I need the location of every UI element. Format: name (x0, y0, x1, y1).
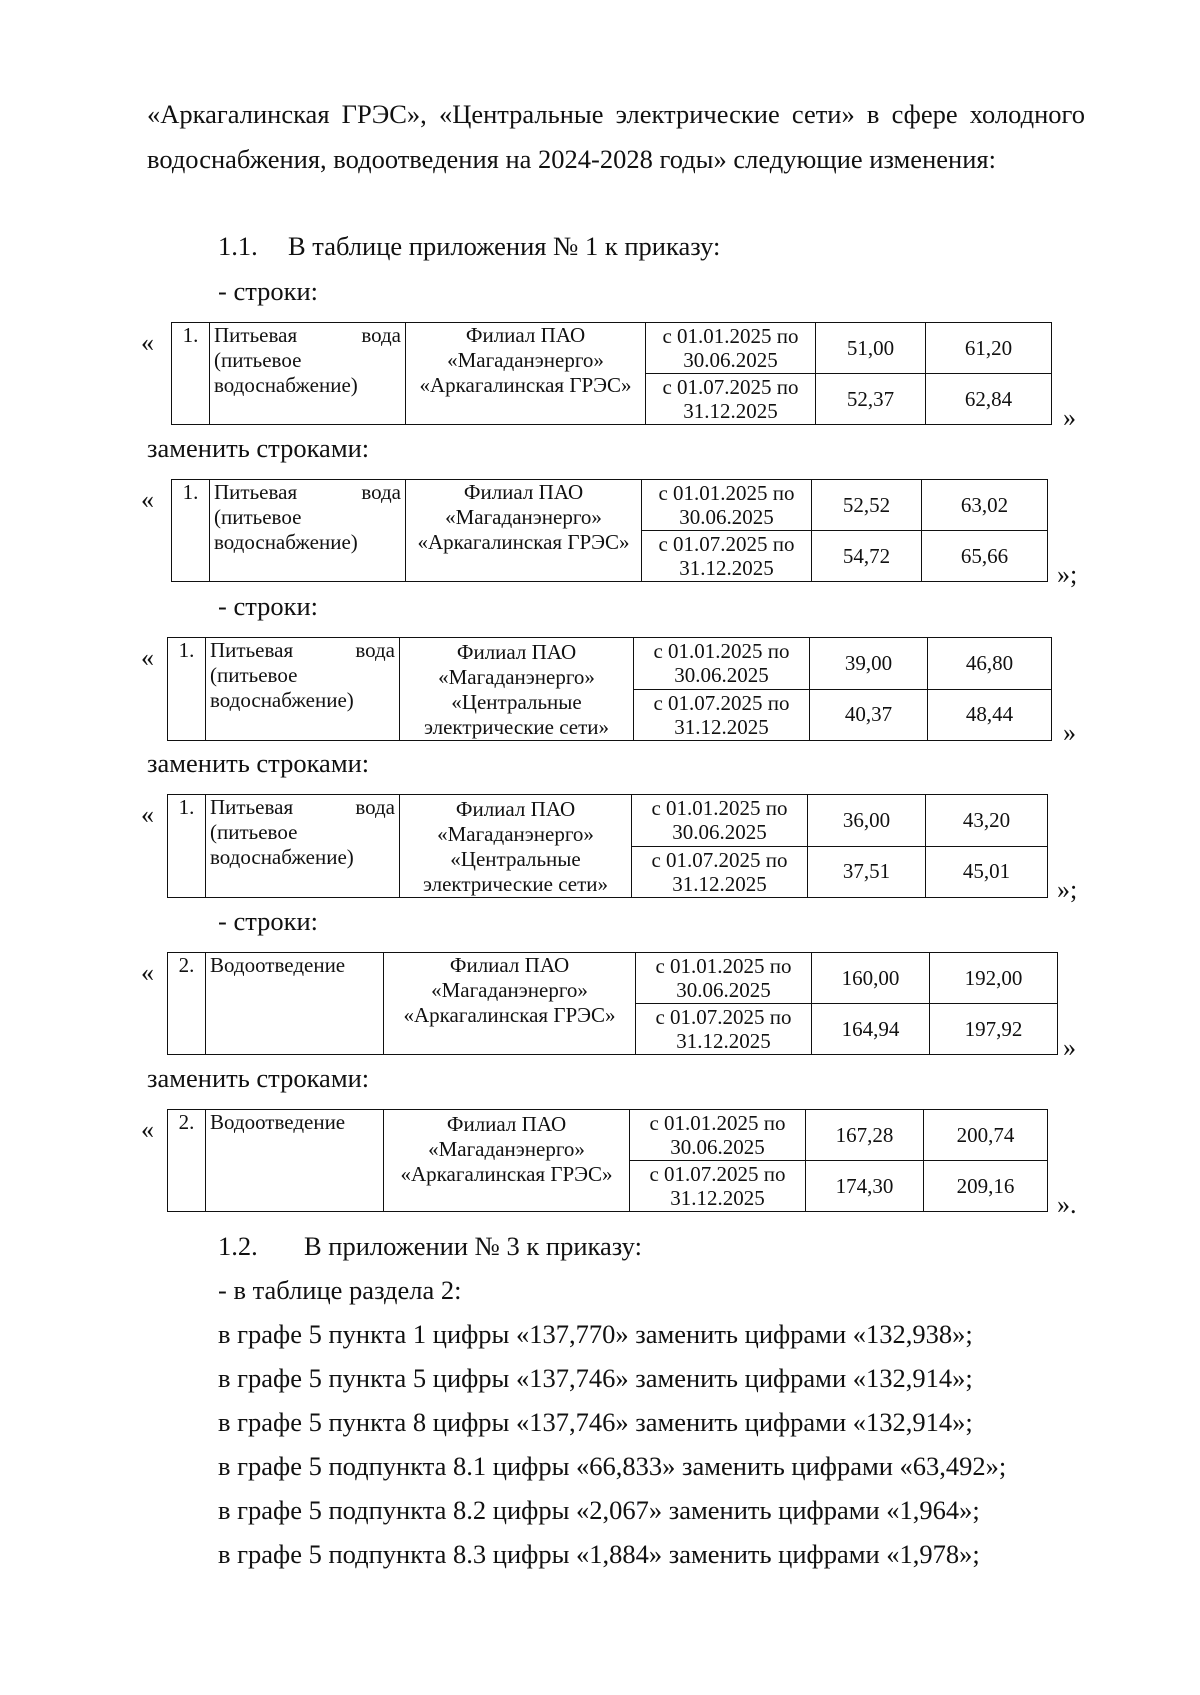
tariff-table-3 (167, 637, 1052, 741)
tariff-value: 167,28 (806, 1110, 924, 1161)
quote-close-1: » (1063, 403, 1076, 432)
tariff-table-1 (171, 322, 1052, 425)
rows-label-1: - строки: (218, 276, 319, 306)
tariff-value: 160,00 (812, 953, 930, 1004)
tariff-value-vat: 192,00 (930, 953, 1058, 1004)
section-1-2-number: 1.2. (218, 1231, 258, 1261)
section-1-1-number: 1.1. (218, 231, 258, 261)
section-1-1-heading (218, 230, 720, 262)
period-cell: с 01.01.2025 по 30.06.2025 (632, 795, 808, 847)
tariff-value: 174,30 (806, 1161, 924, 1212)
tariff-table-6 (167, 1109, 1048, 1212)
table-row (168, 953, 1058, 1004)
period-cell: с 01.01.2025 по 30.06.2025 (636, 953, 812, 1004)
quote-open-3: « (141, 643, 154, 672)
period-cell: с 01.07.2025 по 31.12.2025 (632, 846, 808, 898)
tariff-value-vat: 63,02 (922, 480, 1048, 531)
service-name: Водоотведение (206, 953, 384, 1055)
service-name: Водоотведение (206, 1110, 384, 1212)
tariff-value-vat: 65,66 (922, 531, 1048, 582)
quote-close-4: »; (1057, 875, 1078, 904)
section-1-1-text: В таблице приложения № 1 к приказу: (288, 231, 721, 261)
table-row (172, 480, 1048, 531)
quote-close-2: »; (1057, 560, 1078, 589)
row-number: 2. (168, 953, 206, 1055)
section-1-2-text: В приложении № 3 к приказу: (304, 1231, 642, 1261)
table-row (172, 323, 1052, 374)
tariff-table-4 (167, 794, 1048, 898)
period-cell: с 01.01.2025 по 30.06.2025 (642, 480, 812, 531)
quote-open-1: « (141, 328, 154, 357)
table-row (168, 1110, 1048, 1161)
period-cell: с 01.07.2025 по 31.12.2025 (646, 374, 816, 425)
replace-label-3: заменить строками: (147, 1063, 370, 1093)
tariff-value-vat: 46,80 (928, 638, 1052, 690)
tariff-value-vat: 209,16 (924, 1161, 1048, 1212)
replacement-line: в графе 5 подпункта 8.3 цифры «1,884» заменить цифрами «1,978»; (218, 1539, 980, 1569)
service-name: Питьевая вода (питьевое водоснабжение) (210, 323, 406, 425)
quote-open-4: « (141, 800, 154, 829)
replacement-line: в графе 5 подпункта 8.1 цифры «66,833» заменить цифрами «63,492»; (218, 1451, 1007, 1481)
table-row (168, 638, 1052, 690)
replace-label-1: заменить строками: (147, 433, 370, 463)
tariff-value: 52,52 (812, 480, 922, 531)
row-number: 1. (172, 480, 210, 582)
period-cell: с 01.07.2025 по 31.12.2025 (642, 531, 812, 582)
quote-close-3: » (1063, 718, 1076, 747)
table-row (168, 795, 1048, 847)
tariff-value: 51,00 (816, 323, 926, 374)
service-name: Питьевая вода (питьевое водоснабжение) (206, 795, 400, 898)
tariff-value: 54,72 (812, 531, 922, 582)
tariff-value-vat: 61,20 (926, 323, 1052, 374)
tariff-value-vat: 62,84 (926, 374, 1052, 425)
quote-open-6: « (141, 1115, 154, 1144)
replacement-line: в графе 5 подпункта 8.2 цифры «2,067» заменить цифрами «1,964»; (218, 1495, 980, 1525)
organization-name: Филиал ПАО «Магаданэнерго» «Центральные электрические сети» (400, 795, 632, 898)
tariff-value: 164,94 (812, 1004, 930, 1055)
tariff-value: 36,00 (808, 795, 926, 847)
row-number: 1. (168, 795, 206, 898)
tariff-table-5 (167, 952, 1058, 1055)
rows-label-3: - строки: (218, 906, 319, 936)
quote-close-6: ». (1057, 1190, 1077, 1219)
period-cell: с 01.01.2025 по 30.06.2025 (646, 323, 816, 374)
quote-open-5: « (141, 958, 154, 987)
row-number: 1. (172, 323, 210, 425)
organization-name: Филиал ПАО «Магаданэнерго» «Аркагалинская ГРЭС» (384, 1110, 630, 1212)
period-cell: с 01.01.2025 по 30.06.2025 (634, 638, 810, 690)
quote-close-5: » (1063, 1033, 1076, 1062)
organization-name: Филиал ПАО «Магаданэнерго» «Аркагалинская ГРЭС» (384, 953, 636, 1055)
tariff-value-vat: 45,01 (926, 846, 1048, 898)
organization-name: Филиал ПАО «Магаданэнерго» «Центральные электрические сети» (400, 638, 634, 741)
section-1-2-subheading: - в таблице раздела 2: (218, 1275, 462, 1305)
intro-paragraph: «Аркагалинская ГРЭС», «Центральные электрические сети» в сфере холодного водоснабжения, водоотведения на 2024-2028 годы» следующие изменения: (147, 99, 1085, 174)
tariff-value-vat: 43,20 (926, 795, 1048, 847)
quote-open-2: « (141, 485, 154, 514)
tariff-value: 52,37 (816, 374, 926, 425)
service-name: Питьевая вода (питьевое водоснабжение) (210, 480, 406, 582)
period-cell: с 01.07.2025 по 31.12.2025 (636, 1004, 812, 1055)
organization-name: Филиал ПАО «Магаданэнерго» «Аркагалинская ГРЭС» (406, 480, 642, 582)
tariff-value: 40,37 (810, 689, 928, 741)
period-cell: с 01.07.2025 по 31.12.2025 (634, 689, 810, 741)
replace-label-2: заменить строками: (147, 748, 370, 778)
replacement-line: в графе 5 пункта 5 цифры «137,746» заменить цифрами «132,914»; (218, 1363, 973, 1393)
row-number: 1. (168, 638, 206, 741)
tariff-value-vat: 200,74 (924, 1110, 1048, 1161)
tariff-value-vat: 48,44 (928, 689, 1052, 741)
service-name: Питьевая вода (питьевое водоснабжение) (206, 638, 400, 741)
tariff-value: 37,51 (808, 846, 926, 898)
period-cell: с 01.07.2025 по 31.12.2025 (630, 1161, 806, 1212)
replacement-line: в графе 5 пункта 1 цифры «137,770» заменить цифрами «132,938»; (218, 1319, 973, 1349)
replacement-line: в графе 5 пункта 8 цифры «137,746» заменить цифрами «132,914»; (218, 1407, 973, 1437)
tariff-table-2 (171, 479, 1048, 582)
tariff-value-vat: 197,92 (930, 1004, 1058, 1055)
period-cell: с 01.01.2025 по 30.06.2025 (630, 1110, 806, 1161)
tariff-value: 39,00 (810, 638, 928, 690)
rows-label-2: - строки: (218, 591, 319, 621)
organization-name: Филиал ПАО «Магаданэнерго» «Аркагалинская ГРЭС» (406, 323, 646, 425)
row-number: 2. (168, 1110, 206, 1212)
section-1-2-heading (218, 1230, 642, 1262)
